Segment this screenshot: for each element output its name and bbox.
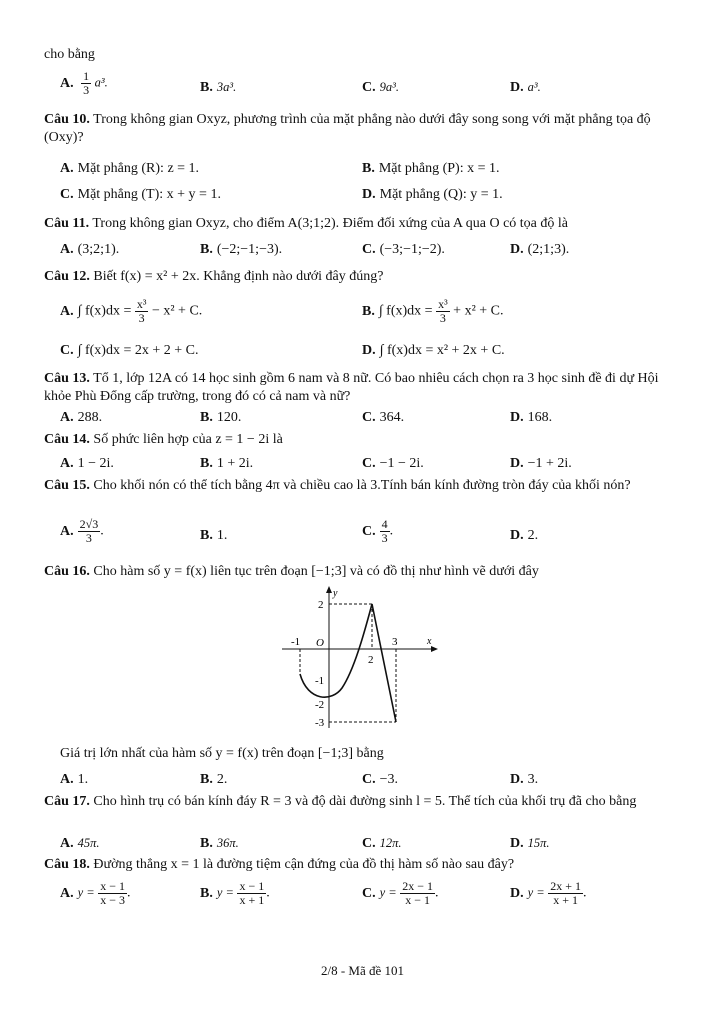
label-tick-xm1: -1	[291, 636, 301, 648]
q15-stem: Câu 15. Cho khối nón có thể tích bằng 4π và chiều cao là 3.Tính bán kính đường tròn đáy của khối nón?	[44, 478, 631, 493]
q10-option-a: A. Mặt phẳng (R): z = 1.	[60, 161, 200, 176]
q12-option-c: C. ∫ f(x)dx = 2x + 2 + C.	[60, 343, 199, 358]
q16-option-c: C. −3.	[362, 772, 399, 787]
q13-option-d: D. 168.	[510, 410, 553, 425]
q17-option-d: D. 15π.	[510, 836, 550, 851]
q12-option-d: D. ∫ f(x)dx = x² + 2x + C.	[362, 343, 505, 358]
q13-option-b: B. 120.	[200, 410, 242, 425]
q14-option-a: A. 1 − 2i.	[60, 456, 114, 471]
q16-subquestion: Giá trị lớn nhất của hàm số y = f(x) trên đoạn [−1;3] bằng	[60, 746, 384, 761]
q14-option-b: B. 1 + 2i.	[200, 456, 254, 471]
q12-option-a: A. ∫ f(x)dx = $\frac{\text{x³}}{3}$ − x² + C.	[60, 297, 203, 325]
function-graph	[280, 584, 440, 730]
q16-option-b: B. 2.	[200, 772, 228, 787]
q16-stem: Câu 16. Cho hàm số y = f(x) liên tục trên đoạn [−1;3] và có đồ thị như hình vẽ dưới đây	[44, 564, 539, 579]
q14-stem: Câu 14. Số phức liên hợp của z = 1 − 2i là	[44, 432, 283, 447]
q11-option-c: C. (−3;−1;−2).	[362, 242, 445, 257]
q9-option-a: A. $\frac{1}{3}$ a³.	[60, 69, 108, 97]
q16-option-d: D. 3.	[510, 772, 539, 787]
q9-option-b: B. 3a³.	[200, 80, 237, 95]
label-tick-y2: 2	[318, 599, 324, 611]
q14-option-d: D. −1 + 2i.	[510, 456, 572, 471]
q15-option-b: B. 1.	[200, 528, 228, 543]
page-footer: 2/8 - Mã đề 101	[320, 963, 405, 978]
label-tick-ym1: -1	[315, 675, 325, 687]
label-tick-x3: 3	[392, 636, 398, 648]
q18-option-b: B. y = $\frac{x - 1}{x + 1}$ .	[200, 879, 270, 907]
label-origin: O	[316, 637, 324, 649]
q13-option-a: A. 288.	[60, 410, 103, 425]
label-tick-ym3: -3	[315, 717, 325, 729]
q11-option-a: A. (3;2;1).	[60, 242, 120, 257]
y-axis-arrow-icon	[326, 586, 332, 593]
q17-option-c: C. 12π.	[362, 836, 402, 851]
q15-option-a: A. $\frac{2√3}{3}$ .	[60, 517, 104, 545]
label-y: y	[333, 588, 338, 599]
label-x: x	[427, 636, 432, 647]
q18-option-c: C. y = $\frac{2x - 1}{x - 1}$ .	[362, 879, 439, 907]
q11-option-b: B. (−2;−1;−3).	[200, 242, 283, 257]
x-axis-arrow-icon	[431, 646, 438, 652]
q15-option-d: D. 2.	[510, 528, 539, 543]
q17-option-a: A. 45π.	[60, 836, 100, 851]
q13-stem: Câu 13. Tổ 1, lớp 12A có 14 học sinh gồm 6 nam và 8 nữ. Có bao nhiêu cách chọn ra 3 học sinh đề đi dự Hội khỏe Phù Đổng cấp trường, trong đó có cả nam và nữ?	[44, 371, 659, 404]
q15-option-c: C. $\frac{4}{3}$ .	[362, 517, 394, 545]
q13-option-c: C. 364.	[362, 410, 405, 425]
label-tick-ym2: -2	[315, 699, 325, 711]
q14-option-c: C. −1 − 2i.	[362, 456, 424, 471]
q12-option-b: B. ∫ f(x)dx = $\frac{\text{x³}}{3}$ + x² + C.	[362, 297, 504, 325]
q17-option-b: B. 36π.	[200, 836, 239, 851]
q18-option-a: A. y = $\frac{x - 1}{x - 3}$ .	[60, 879, 131, 907]
q10-option-c: C. Mặt phẳng (T): x + y = 1.	[60, 187, 221, 202]
label-tick-x2: 2	[368, 654, 374, 666]
q16-option-a: A. 1.	[60, 772, 89, 787]
q10-option-b: B. Mặt phẳng (P): x = 1.	[362, 161, 500, 176]
q9-option-c: C. 9a³.	[362, 80, 399, 95]
q10-option-d: D. Mặt phẳng (Q): y = 1.	[362, 187, 503, 202]
q11-stem: Câu 11. Trong không gian Oxyz, cho điểm A(3;1;2). Điểm đối xứng của A qua O có tọa độ là	[44, 216, 568, 231]
q18-stem: Câu 18. Đường thẳng x = 1 là đường tiệm cận đứng của đồ thị hàm số nào sau đây?	[44, 857, 515, 872]
q17-stem: Câu 17. Cho hình trụ có bán kính đáy R = 3 và độ dài đường sinh l = 5. Thể tích của khối trụ đã cho bằng	[44, 794, 637, 809]
intro-text: cho bằng	[44, 47, 95, 62]
q9-option-d: D. a³.	[510, 80, 541, 95]
q10-stem: Câu 10. Trong không gian Oxyz, phương trình của mặt phẳng nào dưới đây song song với mặt phẳng tọa độ (Oxy)?	[44, 112, 651, 145]
q11-option-d: D. (2;1;3).	[510, 242, 570, 257]
q12-stem: Câu 12. Biết f(x) = x² + 2x. Khẳng định nào dưới đây đúng?	[44, 269, 384, 284]
q18-option-d: D. y = $\frac{2x + 1}{x + 1}$ .	[510, 879, 587, 907]
